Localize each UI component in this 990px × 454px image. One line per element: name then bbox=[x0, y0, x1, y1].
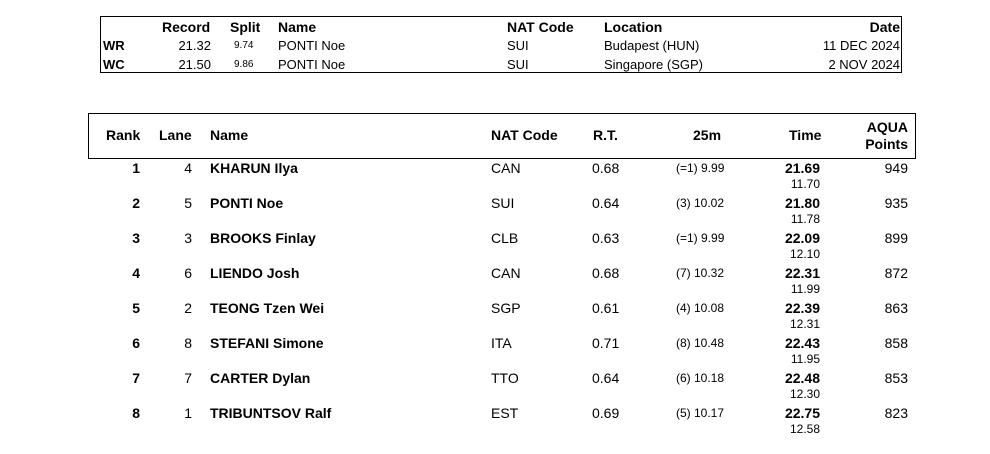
final-time: 22.43 bbox=[784, 335, 820, 351]
final-time: 21.80 bbox=[784, 195, 820, 211]
athlete-name: TEONG Tzen Wei bbox=[210, 300, 325, 316]
record-location: Singapore (SGP) bbox=[604, 57, 703, 72]
split-second-25: 12.10 bbox=[789, 247, 820, 261]
split-second-25: 11.99 bbox=[790, 282, 820, 296]
header-rank: Rank bbox=[106, 127, 141, 143]
final-time: 22.09 bbox=[784, 230, 820, 246]
split-25m: (5) 10.17 bbox=[676, 406, 725, 420]
nat-code: CLB bbox=[491, 230, 519, 246]
split-second-25: 11.95 bbox=[790, 352, 820, 366]
rank: 1 bbox=[132, 160, 140, 176]
athlete-name: TRIBUNTSOV Ralf bbox=[210, 405, 332, 421]
athlete-name: STEFANI Simone bbox=[210, 335, 324, 351]
records-header-split: Split bbox=[230, 19, 261, 35]
header-25m: 25m bbox=[693, 127, 722, 143]
rank: 2 bbox=[132, 195, 140, 211]
aqua-points: 863 bbox=[884, 300, 908, 316]
lane: 7 bbox=[184, 370, 192, 386]
reaction-time: 0.64 bbox=[592, 195, 620, 211]
lane: 8 bbox=[184, 335, 192, 351]
reaction-time: 0.61 bbox=[592, 300, 620, 316]
nat-code: SGP bbox=[491, 300, 521, 316]
split-25m: (=1) 9.99 bbox=[676, 161, 725, 175]
lane: 5 bbox=[184, 195, 192, 211]
nat-code: CAN bbox=[491, 160, 521, 176]
nat-code: SUI bbox=[491, 195, 515, 211]
nat-code: ITA bbox=[491, 335, 512, 351]
split-25m: (6) 10.18 bbox=[676, 371, 725, 385]
split-second-25: 12.31 bbox=[789, 317, 820, 331]
record-time: 21.50 bbox=[178, 57, 211, 72]
split-25m: (3) 10.02 bbox=[676, 196, 725, 210]
athlete-name: PONTI Noe bbox=[210, 195, 284, 211]
split-second-25: 12.58 bbox=[789, 422, 820, 436]
aqua-points: 949 bbox=[884, 160, 908, 176]
lane: 1 bbox=[184, 405, 192, 421]
nat-code: TTO bbox=[491, 370, 519, 386]
rank: 4 bbox=[132, 265, 140, 281]
header-time: Time bbox=[789, 127, 822, 143]
reaction-time: 0.63 bbox=[592, 230, 620, 246]
lane: 2 bbox=[184, 300, 192, 316]
record-nat: SUI bbox=[507, 38, 529, 53]
header-nat: NAT Code bbox=[491, 127, 558, 143]
record-nat: SUI bbox=[507, 57, 529, 72]
record-type: WC bbox=[103, 57, 125, 72]
split-25m: (4) 10.08 bbox=[676, 301, 725, 315]
athlete-name: CARTER Dylan bbox=[210, 370, 311, 386]
records-header-record: Record bbox=[162, 19, 211, 35]
reaction-time: 0.64 bbox=[592, 370, 620, 386]
record-date: 2 NOV 2024 bbox=[828, 57, 900, 72]
lane: 3 bbox=[184, 230, 192, 246]
athlete-name: LIENDO Josh bbox=[210, 265, 300, 281]
record-date: 11 DEC 2024 bbox=[822, 38, 900, 53]
reaction-time: 0.69 bbox=[592, 405, 620, 421]
record-name: PONTI Noe bbox=[278, 38, 346, 53]
header-points: AQUA bbox=[866, 119, 908, 135]
lane: 4 bbox=[184, 160, 192, 176]
record-split: 9.86 bbox=[234, 59, 254, 70]
header-points: Points bbox=[865, 136, 908, 152]
aqua-points: 823 bbox=[884, 405, 908, 421]
lane: 6 bbox=[184, 265, 192, 281]
nat-code: CAN bbox=[491, 265, 521, 281]
split-second-25: 11.78 bbox=[790, 212, 820, 226]
reaction-time: 0.68 bbox=[592, 265, 620, 281]
record-type: WR bbox=[103, 38, 125, 53]
split-25m: (8) 10.48 bbox=[676, 336, 725, 350]
records-header-name: Name bbox=[278, 19, 317, 35]
aqua-points: 935 bbox=[884, 195, 908, 211]
record-time: 21.32 bbox=[178, 38, 211, 53]
split-second-25: 12.30 bbox=[789, 387, 820, 401]
rank: 3 bbox=[132, 230, 140, 246]
record-location: Budapest (HUN) bbox=[604, 38, 700, 53]
final-time: 22.75 bbox=[784, 405, 820, 421]
rank: 7 bbox=[132, 370, 140, 386]
records-header-location: Location bbox=[604, 19, 663, 35]
records-header-date: Date bbox=[869, 19, 900, 35]
rank: 6 bbox=[132, 335, 140, 351]
final-time: 22.31 bbox=[784, 265, 820, 281]
athlete-name: BROOKS Finlay bbox=[210, 230, 316, 246]
athlete-name: KHARUN Ilya bbox=[210, 160, 298, 176]
final-time: 22.39 bbox=[784, 300, 820, 316]
aqua-points: 858 bbox=[884, 335, 908, 351]
split-25m: (=1) 9.99 bbox=[676, 231, 725, 245]
rank: 5 bbox=[132, 300, 140, 316]
header-lane: Lane bbox=[159, 127, 192, 143]
record-name: PONTI Noe bbox=[278, 57, 346, 72]
split-25m: (7) 10.32 bbox=[676, 266, 725, 280]
header-name: Name bbox=[210, 127, 249, 143]
record-split: 9.74 bbox=[234, 40, 254, 51]
final-time: 21.69 bbox=[784, 160, 820, 176]
nat-code: EST bbox=[491, 405, 519, 421]
aqua-points: 853 bbox=[884, 370, 908, 386]
records-header-nat: NAT Code bbox=[507, 19, 574, 35]
final-time: 22.48 bbox=[784, 370, 820, 386]
aqua-points: 872 bbox=[884, 265, 908, 281]
rank: 8 bbox=[132, 405, 140, 421]
header-rt: R.T. bbox=[593, 127, 618, 143]
aqua-points: 899 bbox=[884, 230, 908, 246]
reaction-time: 0.71 bbox=[592, 335, 620, 351]
reaction-time: 0.68 bbox=[592, 160, 620, 176]
split-second-25: 11.70 bbox=[790, 177, 820, 191]
